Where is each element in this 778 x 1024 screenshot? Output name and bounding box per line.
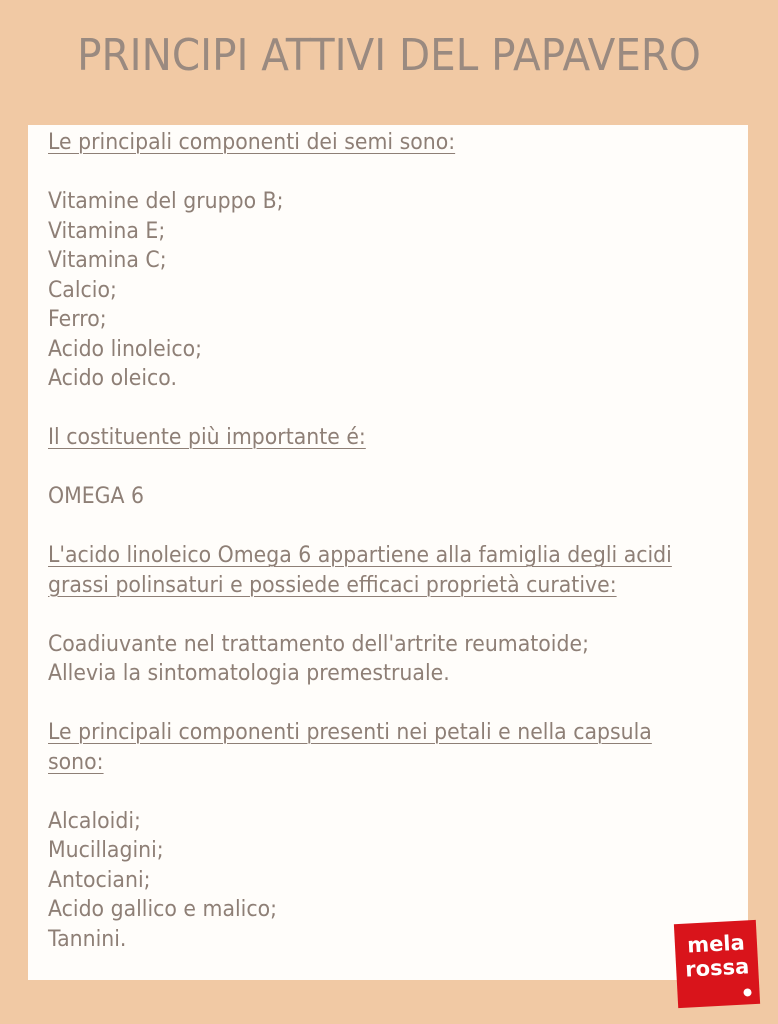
content-area xyxy=(48,128,738,954)
list-item-text: Antociani; xyxy=(48,867,151,893)
section-heading: Le principali componenti dei semi sono: xyxy=(48,130,456,155)
section-heading: sono: xyxy=(48,749,104,775)
logo-text-line1: mela xyxy=(686,930,746,958)
list-item-text: Acido gallico e malico; xyxy=(48,897,278,922)
section-heading: Le principali componenti presenti nei petali e nella capsula xyxy=(48,720,652,745)
arrow-bullet-icon xyxy=(3,313,12,327)
list-item xyxy=(48,246,690,276)
arrow-bullet-icon xyxy=(3,903,12,917)
list-item-text: Vitamina C; xyxy=(48,248,167,273)
arrow-bullet-icon xyxy=(3,667,12,681)
arrow-bullet-icon xyxy=(3,254,12,268)
arrow-bullet-icon xyxy=(3,284,12,298)
list-item-text: Alcaloidi; xyxy=(48,808,141,834)
list-item-text: Calcio; xyxy=(48,277,117,303)
list-item xyxy=(48,866,690,896)
list-item xyxy=(48,925,690,955)
list-item-text: Tannini. xyxy=(48,926,127,952)
page-title: PRINCIPI ATTIVI DEL PAPAVERO xyxy=(77,30,701,81)
section-heading: Il costituente più importante é: xyxy=(48,425,366,450)
arrow-bullet-icon xyxy=(3,933,12,947)
list-item xyxy=(48,364,690,394)
list-item xyxy=(48,836,690,866)
list-item xyxy=(48,187,690,217)
list-item-text: Allevia la sintomatologia premestruale. xyxy=(48,661,450,686)
list-item-text: Acido linoleico; xyxy=(48,336,203,362)
key-constituent: OMEGA 6 xyxy=(48,484,145,509)
arrow-bullet-icon xyxy=(3,372,12,386)
melarossa-logo xyxy=(674,920,760,1008)
list-item xyxy=(48,807,690,837)
list-item-text: Coadiuvante nel trattamento dell'artrite reumatoide; xyxy=(48,631,589,657)
arrow-bullet-icon xyxy=(3,638,12,652)
list-item xyxy=(48,630,690,660)
list-item-text: Vitamine del gruppo B; xyxy=(48,189,284,214)
arrow-bullet-icon xyxy=(3,844,12,858)
arrow-bullet-icon xyxy=(3,225,12,239)
logo-text-line2: rossa xyxy=(684,954,750,982)
arrow-bullet-icon xyxy=(3,874,12,888)
list-item-text: Mucillagini; xyxy=(48,838,164,863)
list-item-text: Vitamina E; xyxy=(48,218,166,244)
arrow-bullet-icon xyxy=(3,343,12,357)
list-item-text: Acido oleico. xyxy=(48,366,177,391)
list-item xyxy=(48,217,690,247)
list-item xyxy=(48,335,690,365)
section-heading: L'acido linoleico Omega 6 appartiene alla famiglia degli acidi xyxy=(48,543,672,568)
section-heading: grassi polinsaturi e possiede efficaci proprietà curative: xyxy=(48,572,617,598)
arrow-bullet-icon xyxy=(3,195,12,209)
arrow-bullet-icon xyxy=(3,815,12,829)
list-item xyxy=(48,305,690,335)
apple-mark-icon xyxy=(743,988,751,996)
list-item xyxy=(48,276,690,306)
list-item xyxy=(48,659,690,689)
list-item-text: Ferro; xyxy=(48,307,107,332)
list-item xyxy=(48,895,690,925)
